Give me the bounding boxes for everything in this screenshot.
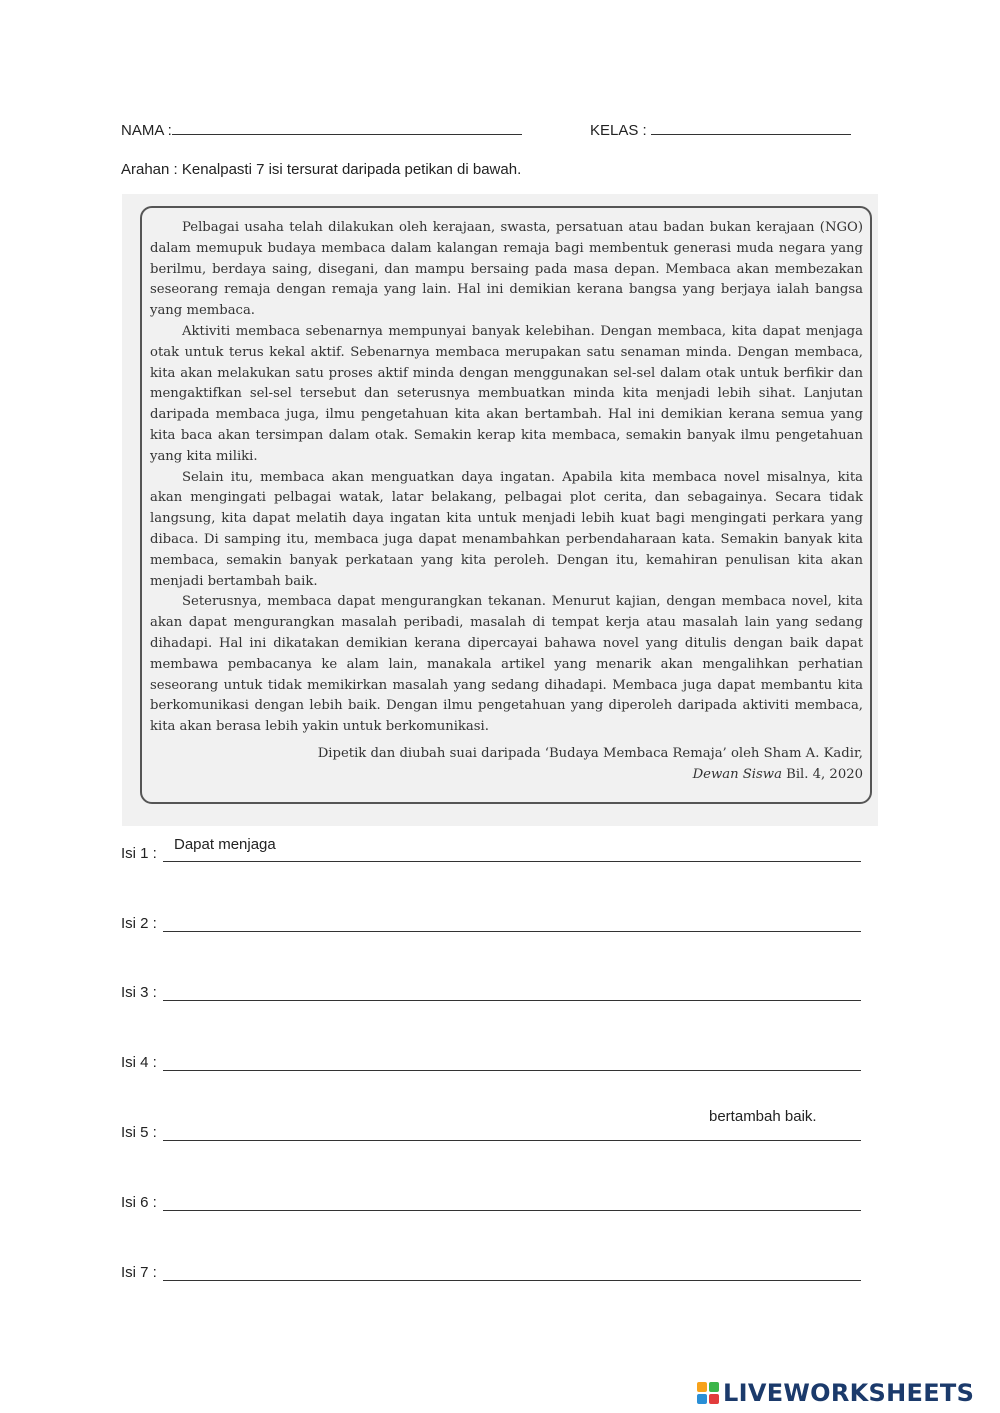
logo-square-icon: [709, 1394, 719, 1404]
passage-box: [140, 206, 872, 804]
logo-square-icon: [697, 1382, 707, 1392]
isi-label: Isi 1 :: [121, 845, 157, 862]
name-field: [121, 120, 522, 139]
isi-label: Isi 4 :: [121, 1054, 157, 1071]
isi-answer-line[interactable]: [163, 1210, 861, 1211]
passage-paragraph: Pelbagai usaha telah dilakukan oleh kerajaan, swasta, persatuan atau badan bukan kerajaan (NGO) dalam memupuk budaya membaca dalam kalangan remaja bagi membentuk generasi muda negara yang berilmu, berdaya saing, disegani, dan mampu bersaing pada masa depan. Membaca akan membezakan seseorang remaja dengan remaja yang lain. Hal ini demikian kerana bangsa yang berjaya ialah bangsa yang membaca.: [150, 220, 863, 319]
passage-scan: [122, 194, 878, 826]
isi-label: Isi 7 :: [121, 1264, 157, 1281]
passage-paragraph: Seterusnya, membaca dapat mengurangkan tekanan. Menurut kajian, dengan membaca novel, kita akan dapat mengurangkan masalah peribadi, masalah di tempat kerja atau masalah lain yang sedang dihadapi. Hal ini dikatakan demikian kerana dipercayai bahawa novel yang ditulis dengan baik dapat membawa pembacanya ke alam lain, manakala artikel yang menarik akan mengalihkan perhatian seseorang untuk tidak memikirkan masalah yang sedang dihadapi. Membaca juga dapat membantu kita berkomunikasi dengan lebih baik. Dengan ilmu pengetahuan yang diperoleh daripada aktiviti membaca, kita akan berasa lebih yakin untuk berkomunikasi.: [150, 594, 863, 735]
isi-answer-line[interactable]: [163, 1000, 861, 1001]
class-label: KELAS :: [590, 122, 647, 139]
isi-label: Isi 2 :: [121, 915, 157, 932]
isi-label: Isi 5 :: [121, 1124, 157, 1141]
logo-square-icon: [697, 1394, 707, 1404]
isi-answer-text[interactable]: bertambah baik.: [709, 1108, 817, 1125]
liveworksheets-logo[interactable]: [697, 1378, 974, 1408]
source-line-2: [150, 765, 863, 786]
source-issue: Bil. 4, 2020: [781, 766, 863, 782]
isi-answer-line[interactable]: [163, 1280, 861, 1281]
name-label: NAMA :: [121, 122, 172, 139]
logo-mark-icon: [697, 1382, 719, 1404]
isi-answer-line[interactable]: [163, 1070, 861, 1071]
passage-paragraph: Aktiviti membaca sebenarnya mempunyai banyak kelebihan. Dengan membaca, kita dapat menjaga otak untuk terus kekal aktif. Sebenarnya membaca merupakan satu senaman minda. Dengan membaca, kita akan melakukan satu proses aktif minda dengan menggunakan sel-sel dalam otak untuk berfikir dan mengaktifkan sel-sel tersebut dan seterusnya membuatkan minda kita menjadi lebih sihat. Lanjutan daripada membaca juga, ilmu pengetahuan kita akan bertambah. Hal ini demikian kerana semua yang kita baca akan tersimpan dalam otak. Semakin kerap kita membaca, semakin banyak ilmu pengetahuan yang kita miliki.: [150, 323, 863, 464]
name-underline[interactable]: [172, 120, 522, 135]
isi-label: Isi 6 :: [121, 1194, 157, 1211]
isi-label: Isi 3 :: [121, 984, 157, 1001]
source-line: Dipetik dan diubah suai daripada ‘Budaya Membaca Remaja’ oleh Sham A. Kadir,: [317, 745, 863, 761]
logo-square-icon: [709, 1382, 719, 1392]
class-underline[interactable]: [651, 120, 851, 135]
isi-answer-line[interactable]: [163, 861, 861, 862]
passage-paragraph: Selain itu, membaca akan menguatkan daya ingatan. Apabila kita membaca novel misalnya, kita akan mengingati pelbagai watak, latar belakang, pelbagai plot cerita, dan sebagainya. Secara tidak langsung, kita dapat melatih daya ingatan kita untuk menjadi lebih kuat bagi mengingati perkara yang dibaca. Di samping itu, membaca juga dapat menambahkan perbendaharaan kata. Semakin banyak kita membaca, semakin banyak perkataan yang kita peroleh. Dengan itu, kemahiran penulisan kita akan menjadi bertambah baik.: [150, 469, 863, 589]
instruction-text: Arahan : Kenalpasti 7 isi tersurat daripada petikan di bawah.: [121, 161, 522, 178]
passage-source: [150, 744, 863, 786]
isi-answer-line[interactable]: [163, 931, 861, 932]
class-field: [590, 120, 851, 139]
isi-answer-line[interactable]: [163, 1140, 861, 1141]
isi-answer-text[interactable]: Dapat menjaga: [174, 836, 276, 853]
source-magazine: Dewan Siswa: [692, 766, 782, 782]
logo-text: LIVEWORKSHEETS: [723, 1379, 975, 1407]
